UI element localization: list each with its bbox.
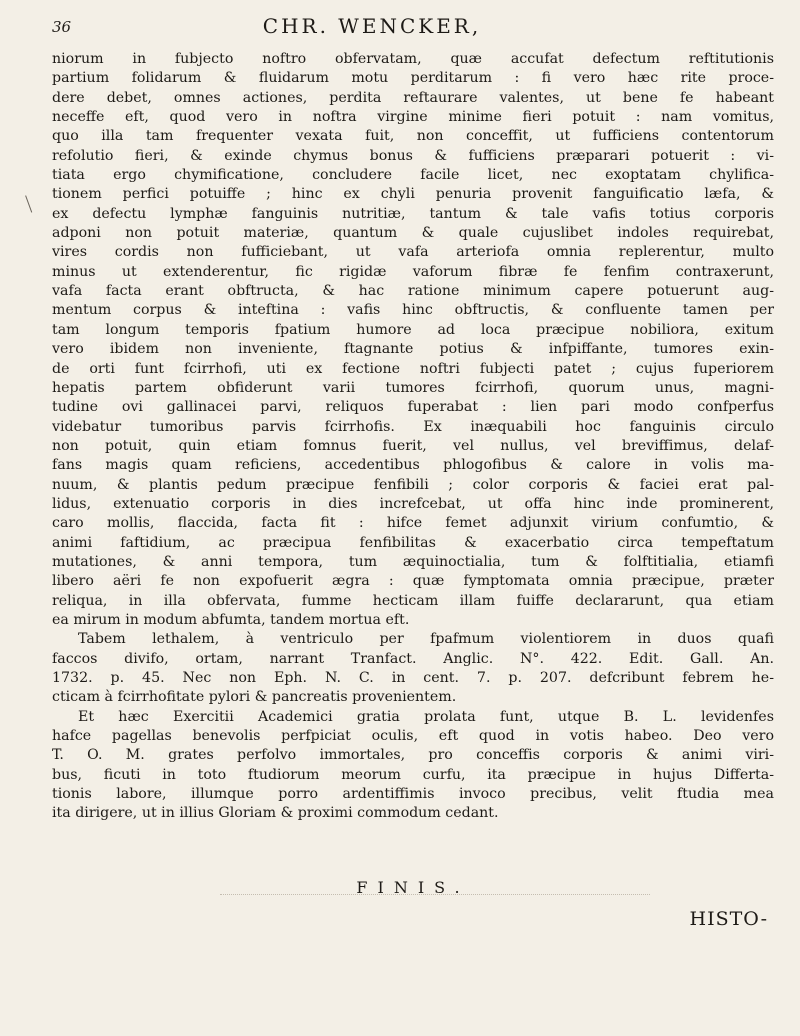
text-line: tiata ergo chymificatione, concludere facile licet, nec exoptatam chylifica- <box>52 167 774 184</box>
text-line: minus ut extenderentur, fic rigidæ vaforum fibræ fe fenfim contraxerunt, <box>52 263 774 280</box>
margin-mark <box>25 193 38 212</box>
text-line: cticam à fcirrhofitate pylori & pancreatis provenientem. <box>52 689 457 706</box>
text-line: ea mirum in modum abfumta, tandem mortua eft. <box>52 611 410 628</box>
text-line: tionis labore, illumque porro ardentiffimis invoco precibus, velit ftudia mea <box>52 786 774 803</box>
text-line: niorum in fubjecto noftro obfervatam, quæ accufat defectum reftitutionis <box>52 51 774 67</box>
text-line: vafa facta erant obftructa, & hac ratione minimum capere potuerunt aug- <box>52 283 774 300</box>
text-line: tionem perfici potuiffe ; hinc ex chyli penuria provenit fanguificatio læfa, & <box>52 186 774 203</box>
text-line: refolutio fieri, & exinde chymus bonus & fufficiens præparari potuerit : vi- <box>52 147 774 164</box>
text-line: lidus, extenuatio corporis in dies increfcebat, ut offa hinc inde prominerent, <box>52 495 774 512</box>
text-line: hafce pagellas benevolis perfpiciat oculis, eft quod in votis habeo. Deo vero <box>52 728 774 745</box>
text-line: quo illa tam frequenter vexata fuit, non conceffit, ut fufficiens contentorum <box>52 128 774 145</box>
text-line: tam longum temporis fpatium humore ad loca præcipue nobiliora, exitum <box>52 321 774 338</box>
page-number: 36 <box>52 18 72 36</box>
text-line: adponi non potuit materiæ, quantum & quale cujuslibet indoles requirebat, <box>52 225 774 242</box>
text-line: partium folidarum & fluidarum motu perditarum : fi vero hæc rite proce- <box>52 70 774 87</box>
paragraph-3 <box>52 708 774 824</box>
page-header <box>52 14 772 44</box>
text-line: bus, ficuti in toto ftudiorum meorum curfu, ita præcipue in hujus Differta- <box>52 766 774 783</box>
running-head: CHR. WENCKER, <box>262 14 482 38</box>
text-line: non potuit, quin etiam fomnus fuerit, vel nullus, vel breviffimus, delaf- <box>52 437 774 454</box>
text-line: libero aëri fe non expofuerit ægra : quæ fymptomata omnia præcipue, præter <box>52 573 774 590</box>
text-line: nuum, & plantis pedum præcipue fenfibili ; color corporis & faciei erat pal- <box>52 476 774 493</box>
text-line: ita dirigere, ut in illius Gloriam & proximi commodum cedant. <box>52 805 499 822</box>
text-line: de orti funt fcirrhofi, uti ex fectione noftri fubjecti patet ; cujus fuperiorem <box>52 360 774 377</box>
text-line: Et hæc Exercitii Academici gratia prolata funt, utque B. L. levidenfes <box>78 708 774 725</box>
body-text <box>52 50 774 824</box>
paragraph-1 <box>52 50 774 630</box>
text-line: vero ibidem non inveniente, ftagnante potius & infpiffante, tumores exin- <box>52 341 774 358</box>
text-line: tudine ovi gallinacei parvi, reliquos fuperabat : lien pari modo confperfus <box>52 399 774 416</box>
paragraph-2 <box>52 630 774 707</box>
text-line: ex defectu lymphæ fanguinis nutritiæ, tantum & tale vafis totius corporis <box>52 205 774 222</box>
finis-mark: FINIS. <box>356 878 470 897</box>
text-line: mentum corpus & inteftina : vafis hinc obftructis, & confluente tamen per <box>52 302 774 319</box>
text-line: neceffe eft, quod vero in noftra virgine minime fieri potuit : nam vomitus, <box>52 109 774 126</box>
text-line: videbatur tumoribus parvis fcirrhofis. Ex inæquabili hoc fanguinis circulo <box>52 418 774 435</box>
text-line: mutationes, & anni tempora, tum æquinoctialia, tum & folftitialia, etiamfi <box>52 553 774 570</box>
text-line: animi faftidium, ac præcipua fenfibilitas & exacerbatio circa tempeftatum <box>52 534 774 551</box>
text-line: hepatis partem obfiderunt varii tumores fcirrhofi, quorum unus, magni- <box>52 379 774 396</box>
text-line: faccos divifo, ortam, narrant Tranfact. Anglic. N°. 422. Edit. Gall. An. <box>52 650 774 667</box>
text-line: caro mollis, flaccida, facta fit : hifce femet adjunxit virium confumtio, & <box>52 515 774 532</box>
text-line: 1732. p. 45. Nec non Eph. N. C. in cent. 7. p. 207. defcribunt febrem he- <box>52 670 774 686</box>
text-line: dere debet, omnes actiones, perdita reftaurare valentes, ut bene fe habeant <box>52 89 774 106</box>
text-line: vires cordis non fufficiebant, ut vafa arteriofa omnia replerentur, multo <box>52 244 774 261</box>
text-line: Tabem lethalem, à ventriculo per fpafmum violentiorem in duos quafi <box>78 631 774 648</box>
text-line: T. O. M. grates perfolvo immortales, pro conceffis corporis & animi viri- <box>52 747 774 764</box>
text-line: reliqua, in illa obfervata, fumme hecticam illam fuiffe declararunt, qua etiam <box>52 592 774 609</box>
text-line: fans magis quam reficiens, accedentibus phlogofibus & calore in volis ma- <box>52 457 774 474</box>
catchword: HISTO- <box>689 908 768 930</box>
